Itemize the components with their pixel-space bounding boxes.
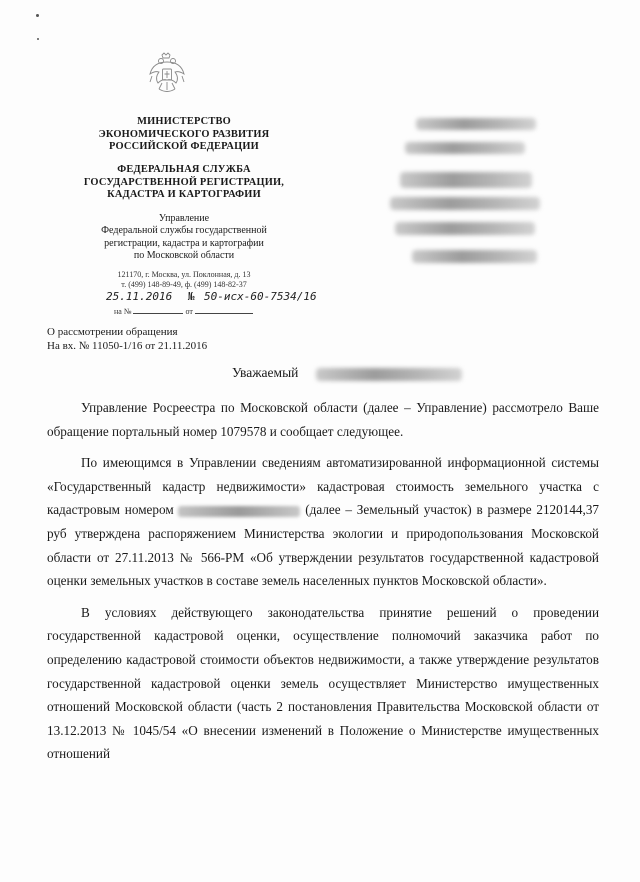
department-title <box>68 213 300 263</box>
redacted-cadastral-number <box>178 506 300 517</box>
subject-line: На вх. № 11050-1/16 от 21.11.2016 <box>47 339 208 352</box>
outgoing-date: 25.11.2016 <box>106 290 173 303</box>
department-line: Управление <box>158 213 210 224</box>
department-line: регистрации, кадастра и картографии <box>104 237 264 249</box>
service-line: КАДАСТРА И КАРТОГРАФИИ <box>107 189 261 201</box>
letter-body <box>47 396 599 766</box>
ministry-line: МИНИСТЕРСТВО <box>137 116 231 127</box>
ministry-line: ЭКОНОМИЧЕСКОГО РАЗВИТИЯ <box>98 128 270 140</box>
greeting <box>232 365 298 381</box>
paragraph-text: (далее – Земельный участок) в размере 2120144,37 руб утверждена распоряжением Министерства экологии и природопользования Московской области от 27.11.2013 № 566-РМ «Об утверждении результатов государственной кадастровой оценки земельных участков в составе земель населенных пунктов Московской области». <box>47 502 600 589</box>
redacted-addressee <box>416 118 536 130</box>
ref-number-blank <box>133 305 183 314</box>
scan-speck <box>36 14 39 17</box>
redacted-addressee <box>405 142 525 154</box>
coat-of-arms-icon <box>148 52 186 98</box>
paragraph <box>47 451 599 593</box>
paragraph-text: По имеющимся в Управлении сведениям автоматизированной информационной системы «Государственный кадастр недвижимости» кадастровая стоимость земельного участка с кадастровым номером <box>47 455 599 518</box>
ministry-title <box>68 116 300 154</box>
outgoing-mark: № <box>188 290 195 303</box>
greeting-word: Уважаемый <box>232 365 299 380</box>
service-line: ГОСУДАРСТВЕННОЙ РЕГИСТРАЦИИ, <box>83 176 285 188</box>
service-title <box>68 164 300 202</box>
outgoing-number: 50-исх-60-7534/16 <box>204 290 317 303</box>
address-line: 121170, г. Москва, ул. Поклонная, д. 13 <box>117 270 251 279</box>
redacted-name <box>316 368 462 381</box>
redacted-addressee <box>400 172 532 188</box>
ref-date-blank <box>195 305 253 314</box>
redacted-addressee <box>390 197 540 210</box>
reference-line <box>114 305 253 316</box>
subject-block <box>47 326 207 353</box>
paragraph: В условиях действующего законодательства принятие решений о проведении государственной кадастровой оценки, осуществление полномочий заказчика работ по определению кадастровой стоимости объектов недвижимости, а также утверждение результатов государственной кадастровой оценки земель осуществляет Министерство имущественных отношений Московской области (часть 2 постановления Правительства Московской области от 13.12.2013 № 1045/54 «О внесении изменений в Положение о Министерстве имущественных отношений <box>47 604 599 762</box>
service-line: ФЕДЕРАЛЬНАЯ СЛУЖБА <box>117 164 251 175</box>
ref-prefix: на № <box>114 307 132 316</box>
ref-from: от <box>185 307 193 316</box>
subject-line: О рассмотрении обращения <box>47 326 178 338</box>
paragraph: Управление Росреестра по Московской области (далее – Управление) рассмотрело Ваше обращение портальный номер 1079578 и сообщает следующее. <box>47 400 599 439</box>
address-block <box>68 270 300 290</box>
department-line: по Московской области <box>133 250 235 262</box>
phone-line: т. (499) 148-89-49, ф. (499) 148-82-37 <box>121 280 247 290</box>
department-line: Федеральной службы государственной <box>101 225 267 237</box>
redacted-addressee <box>412 250 537 263</box>
redacted-addressee <box>395 222 535 235</box>
scan-speck <box>37 38 39 40</box>
ministry-line: РОССИЙСКОЙ ФЕДЕРАЦИИ <box>109 141 259 153</box>
